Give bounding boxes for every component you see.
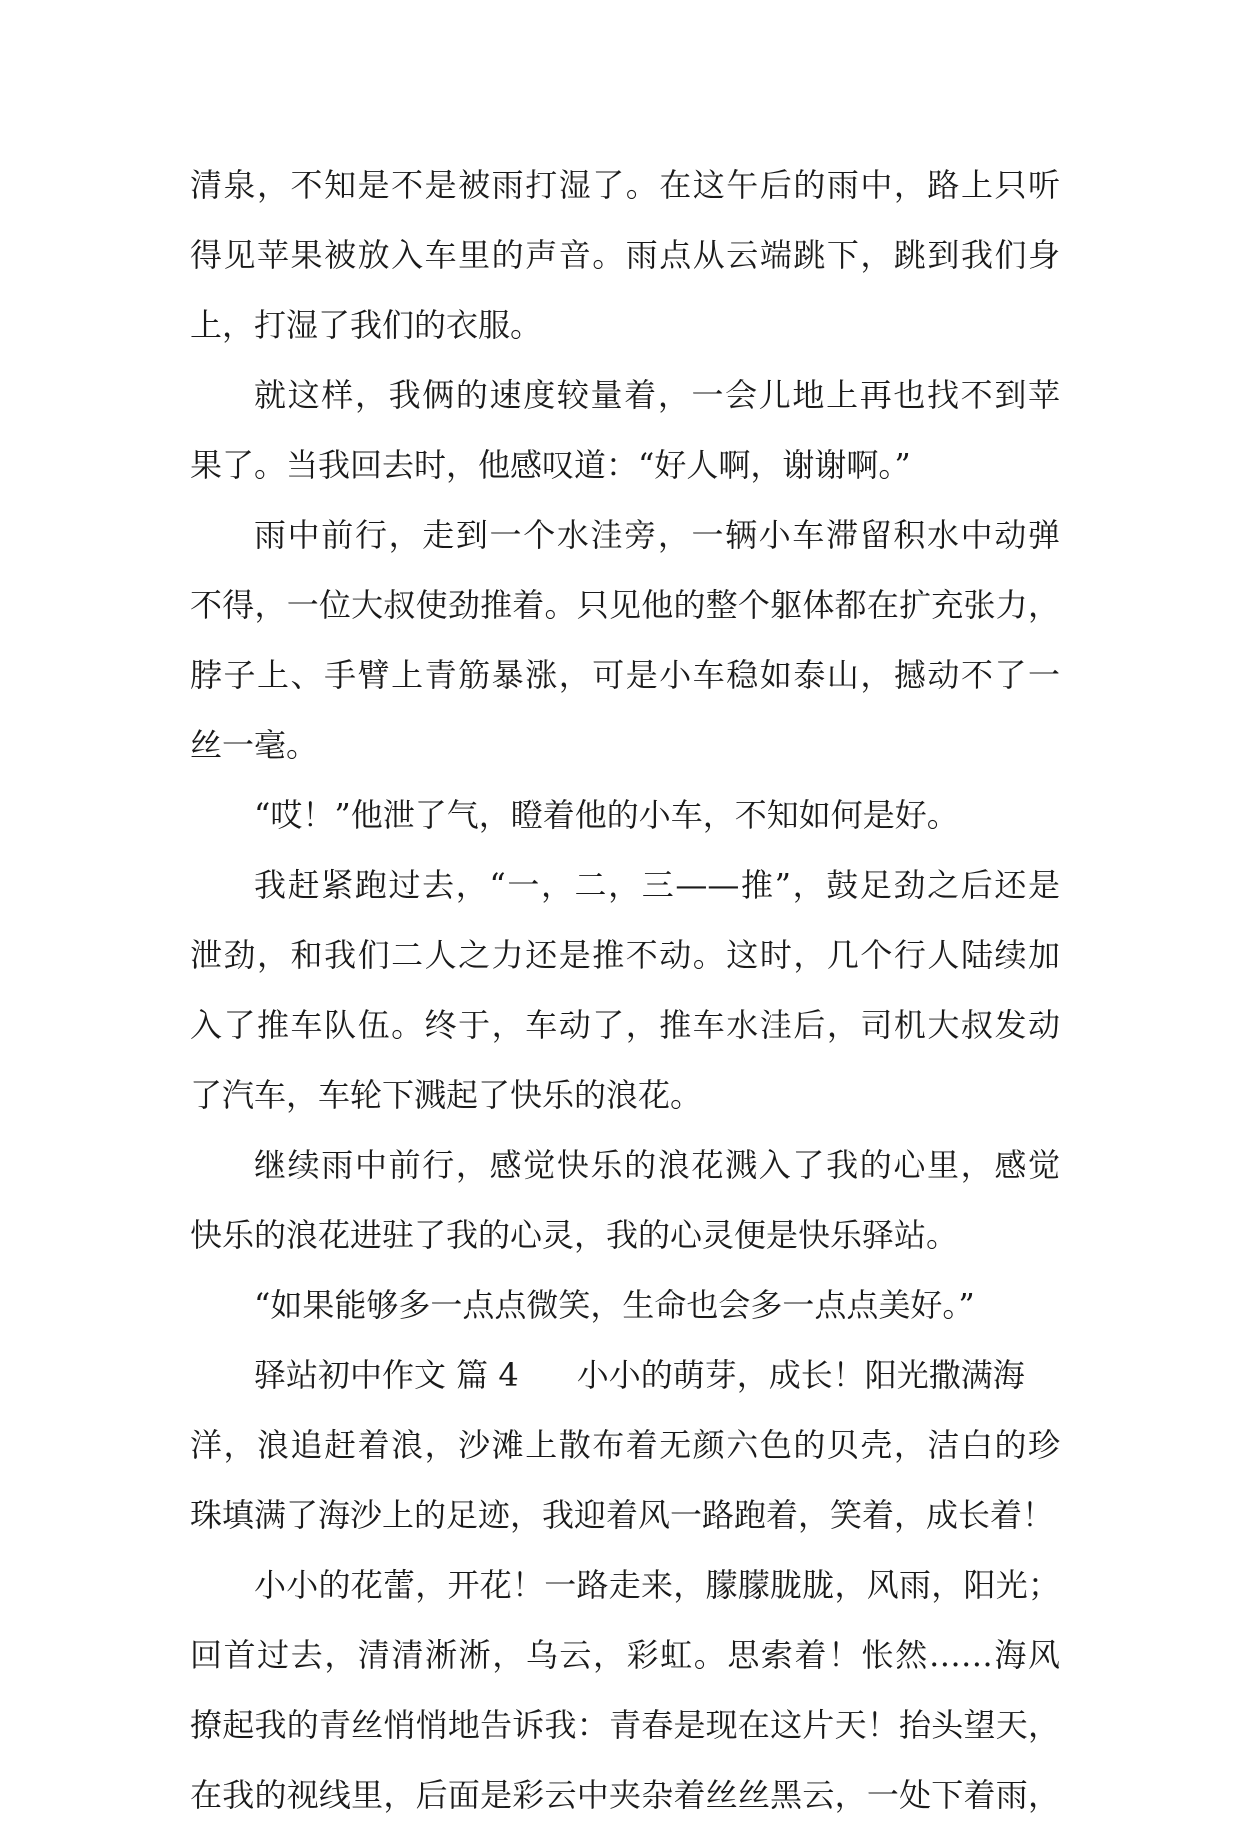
text-line: 得见苹果被放入车里的声音。雨点从云端跳下，跳到我们身 <box>190 236 1060 274</box>
text-line: 洋，浪追赶着浪，沙滩上散布着无颜六色的贝壳，洁白的珍 <box>190 1426 1060 1464</box>
paragraph-first-line: 小小的花蕾，开花！一路走来，朦朦胧胧，风雨，阳光； <box>254 1566 1060 1604</box>
text-line: 泄劲，和我们二人之力还是推不动。这时，几个行人陆续加 <box>190 936 1060 974</box>
section-heading-line <box>190 1340 1060 1410</box>
text-line: 撩起我的青丝悄悄地告诉我：青春是现在这片天！抬头望天， <box>190 1706 1060 1744</box>
text-line: 脖子上、手臂上青筋暴涨，可是小车稳如泰山，撼动不了一 <box>190 656 1060 694</box>
paragraph-first-line: “如果能够多一点点微笑，生命也会多一点点美好。” <box>254 1286 975 1324</box>
text-line: 在我的视线里，后面是彩云中夹杂着丝丝黑云，一处下着雨， <box>190 1776 1060 1814</box>
article-body <box>190 150 1060 1830</box>
text-line: 不得，一位大叔使劲推着。只见他的整个躯体都在扩充张力， <box>190 586 1060 624</box>
text-line: 入了推车队伍。终于，车动了，推车水洼后，司机大叔发动 <box>190 1006 1060 1044</box>
text-line: 珠填满了海沙上的足迹，我迎着风一路跑着，笑着，成长着！ <box>190 1496 1055 1534</box>
text-line: 快乐的浪花进驻了我的心灵，我的心灵便是快乐驿站。 <box>190 1216 959 1254</box>
paragraph-first-line: 就这样，我俩的速度较量着，一会儿地上再也找不到苹 <box>254 376 1060 414</box>
paragraph-first-line: 继续雨中前行，感觉快乐的浪花溅入了我的心里，感觉 <box>254 1146 1060 1184</box>
text-line: 果了。当我回去时，他感叹道：“好人啊，谢谢啊。” <box>190 446 911 484</box>
paragraph-first-line: 我赶紧跑过去，“一，二，三——推”，鼓足劲之后还是 <box>254 866 1060 904</box>
text-line: 丝一毫。 <box>190 726 319 764</box>
section-heading: 驿站初中作文 篇 4 <box>254 1356 519 1394</box>
text-line: 上，打湿了我们的衣服。 <box>190 306 543 344</box>
paragraph-first-line: “哎！”他泄了气，瞪着他的小车，不知如何是好。 <box>254 796 959 834</box>
paragraph-first-line: 雨中前行，走到一个水洼旁，一辆小车滞留积水中动弹 <box>254 516 1060 554</box>
text-line: 回首过去，清清淅淅，乌云，彩虹。思索着！怅然……海风 <box>190 1636 1060 1674</box>
text-line: 清泉，不知是不是被雨打湿了。在这午后的雨中，路上只听 <box>190 166 1060 204</box>
text-line: 了汽车，车轮下溅起了快乐的浪花。 <box>190 1076 703 1114</box>
section-intro-text: 小小的萌芽，成长！阳光撒满海 <box>576 1356 1025 1394</box>
